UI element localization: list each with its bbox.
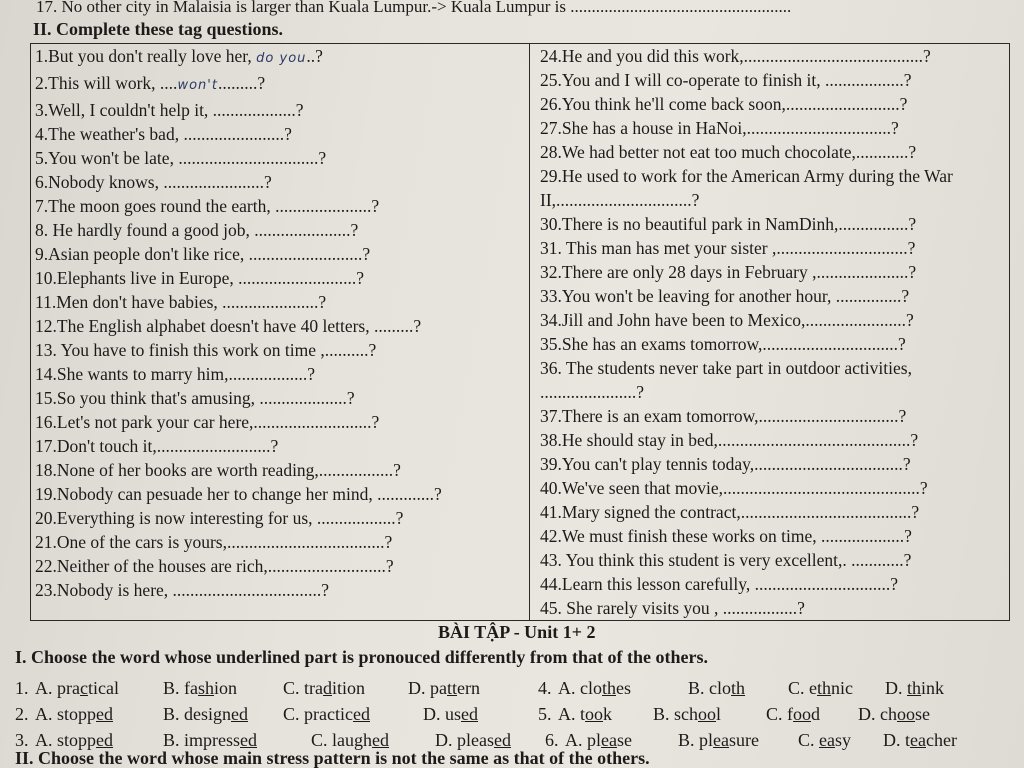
left-column (31, 44, 530, 621)
question-item: 5.You won't be late, ................................? (35, 148, 327, 168)
question-item: 25.You and I will co-operate to finish it, ..................? (540, 70, 912, 90)
next-exercise-instruction: II. Choose the word whose main stress pattern is not the same as that of the others. (15, 748, 650, 768)
right-column (530, 44, 1010, 621)
question-item: 19.Nobody can pesuade her to change her mind, .............? (35, 484, 442, 504)
question-item: 21.One of the cars is yours,....................................? (35, 532, 393, 552)
question-item: 18.None of her books are worth reading,.................? (35, 460, 401, 480)
question-item: 2.This will work, ....won't.........? (35, 73, 266, 93)
question-item: 22.Neither of the houses are rich,...........................? (35, 556, 394, 576)
option-c: C. easy (798, 730, 852, 750)
question-item: 23.Nobody is here, ..................................? (35, 580, 330, 600)
question-item: 43. You think this student is very excellent,. ............? (540, 550, 912, 570)
option-b: B. school (653, 704, 722, 724)
question-item: 34.Jill and John have been to Mexico,.......................? (540, 310, 914, 330)
option-a: A. please (565, 730, 632, 750)
question-item: 24.He and you did this work,.........................................? (540, 46, 931, 66)
question-item: 3.Well, I couldn't help it, ...................? (35, 100, 304, 120)
question-item: 38.He should stay in bed,............................................? (540, 430, 919, 450)
option-c: C. ethnic (788, 678, 854, 698)
question-item: 45. She rarely visits you , .................? (540, 598, 805, 618)
option-c: C. laughed (311, 730, 390, 750)
option-d: D. used (423, 704, 479, 724)
handwritten-answer: do you (256, 51, 307, 66)
question-item: 26.You think he'll come back soon,..........................? (540, 94, 908, 114)
exercise-instruction: I. Choose the word whose underlined part is pronouced differently from that of the others. (15, 647, 708, 667)
question-item: 20.Everything is now interesting for us, ..................? (35, 508, 404, 528)
question-number: 3. (15, 730, 29, 750)
question-item: 41.Mary signed the contract,.......................................? (540, 502, 920, 522)
question-item: 16.Let's not park your car here,...........................? (35, 412, 380, 432)
question-item: 33.You won't be leaving for another hour, ...............? (540, 286, 910, 306)
option-a: A. stopped (35, 704, 114, 724)
question-item: 15.So you think that's amusing, ....................? (35, 388, 355, 408)
question-item: 27.She has a house in HaNoi,.................................? (540, 118, 899, 138)
option-d: D. choose (858, 704, 930, 724)
question-item: 32.There are only 28 days in February ,.....................? (540, 262, 917, 282)
question-item: 37.There is an exam tomorrow,................................? (540, 406, 907, 426)
option-b: B. impressed (163, 730, 258, 750)
option-c: C. food (766, 704, 821, 724)
question-item: 9.Asian people don't like rice, ..........................? (35, 244, 371, 264)
question-item: 13. You have to finish this work on time ,..........? (35, 340, 377, 360)
question-item: 39.You can't play tennis today,..................................? (540, 454, 911, 474)
option-d: D. think (885, 678, 945, 698)
option-b: B. cloth (688, 678, 746, 698)
option-d: D. teacher (883, 730, 957, 750)
option-c: C. practiced (283, 704, 370, 724)
question-item: 7.The moon goes round the earth, ......................? (35, 196, 380, 216)
exercise-title: BÀI TẬP - Unit 1+ 2 (438, 622, 596, 642)
option-c: C. tradition (283, 678, 366, 698)
question-item: 6.Nobody knows, .......................? (35, 172, 272, 192)
question-number: 5. (538, 704, 552, 724)
question-item: 12.The English alphabet doesn't have 40 letters, .........? (35, 316, 422, 336)
option-a: A. clothes (558, 678, 632, 698)
question-number: 1. (15, 678, 29, 698)
option-b: B. designed (163, 704, 249, 724)
option-b: B. pleasure (678, 730, 760, 750)
question-item: 35.She has an exams tomorrow,...............................? (540, 334, 906, 354)
previous-exercise-line: 17. No other city in Malaisia is larger than Kuala Lumpur.-> Kuala Lumpur is .................................................... (36, 0, 792, 16)
question-item: 30.There is no beautiful park in NamDinh,................? (540, 214, 917, 234)
question-item: 28.We had better not eat too much chocolate,............? (540, 142, 917, 162)
section-title: II. Complete these tag questions. (33, 19, 283, 39)
question-item: 1.But you don't really love her, do you..? (35, 46, 323, 66)
question-item: 29.He used to work for the American Army during the War II,...............................? (540, 166, 953, 210)
question-number: 6. (545, 730, 559, 750)
question-item: 40.We've seen that movie,.............................................? (540, 478, 928, 498)
question-number: 4. (538, 678, 552, 698)
question-item: 14.She wants to marry him,..................? (35, 364, 315, 384)
option-a: A. practical (35, 678, 119, 698)
question-item: 42.We must finish these works on time, ...................? (540, 526, 912, 546)
question-number: 2. (15, 704, 29, 724)
tag-questions-table (30, 43, 1010, 621)
question-item: 44.Learn this lesson carefully, ...............................? (540, 574, 899, 594)
handwritten-answer: won't (177, 78, 218, 93)
option-d: D. pleased (435, 730, 511, 750)
option-a: A. took (558, 704, 613, 724)
option-b: B. fashion (163, 678, 238, 698)
question-item: 8. He hardly found a good job, ......................? (35, 220, 359, 240)
question-item: 11.Men don't have babies, ......................? (35, 292, 327, 312)
question-item: 4.The weather's bad, .......................? (35, 124, 292, 144)
question-item: 31. This man has met your sister ,..............................? (540, 238, 916, 258)
option-d: D. pattern (408, 678, 480, 698)
question-item: 10.Elephants live in Europe, ...........................? (35, 268, 365, 288)
question-item: 17.Don't touch it,..........................? (35, 436, 279, 456)
question-item: 36. The students never take part in outdoor activities, ......................? (540, 358, 912, 402)
option-a: A. stopped (35, 730, 114, 750)
